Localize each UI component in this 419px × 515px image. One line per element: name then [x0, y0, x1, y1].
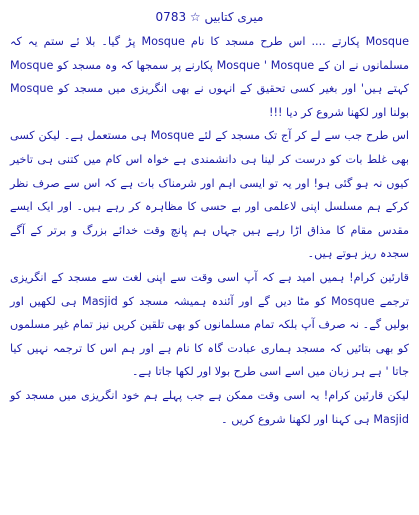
- paragraph-2: اس طرح جب سے لے کر آج تک مسجد کے لئے Mosque ہی مستعمل ہے۔ لیکن کسی بھی غلط بات کو درست کر لینا ہی دانشمندی ہے خواہ اس کام میں کتنی ہی تاخیر کیوں نہ ہو گئی ہو! اور یہ تو ایسی اہم اور شرمناک بات ہے کہ اس سے صرف نظر کرکے ہم مسلسل اپنی لاعلمی اور بے حسی کا مظاہرہ کر رہے ہیں۔ اور ایک ایسے مقدس مقام کا مذاق اڑا رہے ہیں جہاں ہم پانچ وقت خدائے بزرگ و برتر کے آگے سجدہ ریز ہوتے ہیں۔: [10, 129, 409, 261]
- paragraph-4: لیکن قارئین کرام! یہ اسی وقت ممکن ہے جب پہلے ہم خود انگریزی میں مسجد کو Masjid ہی کہنا اور لکھنا شروع کریں ۔: [10, 388, 409, 426]
- page-body: [10, 30, 409, 431]
- page-title: میری کتابیں ☆ 0783: [155, 10, 264, 24]
- paragraph-3: قارئین کرام! ہمیں امید ہے کہ آپ اسی وقت سے اپنی لغت سے مسجد کے انگریزی ترجمے Mosque کو مٹا دیں گے اور آئندہ ہمیشہ مسجد کو Masjid ہی لکھیں اور بولیں گے۔ نہ صرف آپ بلکہ تمام مسلمانوں کو بھی تلقین کریں نیز تمام غیر مسلموں کو بھی بتائیں کہ مسجد ہماری عبادت گاہ کا نام ہے اور ہم اس کا ترجمہ نہیں کیا جاتا ' ہے ہر زبان میں اسے اسی طرح بولا اور لکھا جاتا ہے۔: [10, 270, 409, 379]
- paragraph-1: Mosque پکارتے .... اس طرح مسجد کا نام Mosque پڑ گیا۔ بلا ئے ستم یہ کہ مسلمانوں نے ان کے Mosque ' Mosque پکارنے پر سمجھا کہ وہ مسجد کو Mosque کہتے ہیں' اور بغیر کسی تحقیق کے انہوں نے بھی انگریزی میں مسجد کو Mosque بولنا اور لکھنا شروع کر دیا !!!: [10, 35, 409, 119]
- page-header: [10, 6, 409, 30]
